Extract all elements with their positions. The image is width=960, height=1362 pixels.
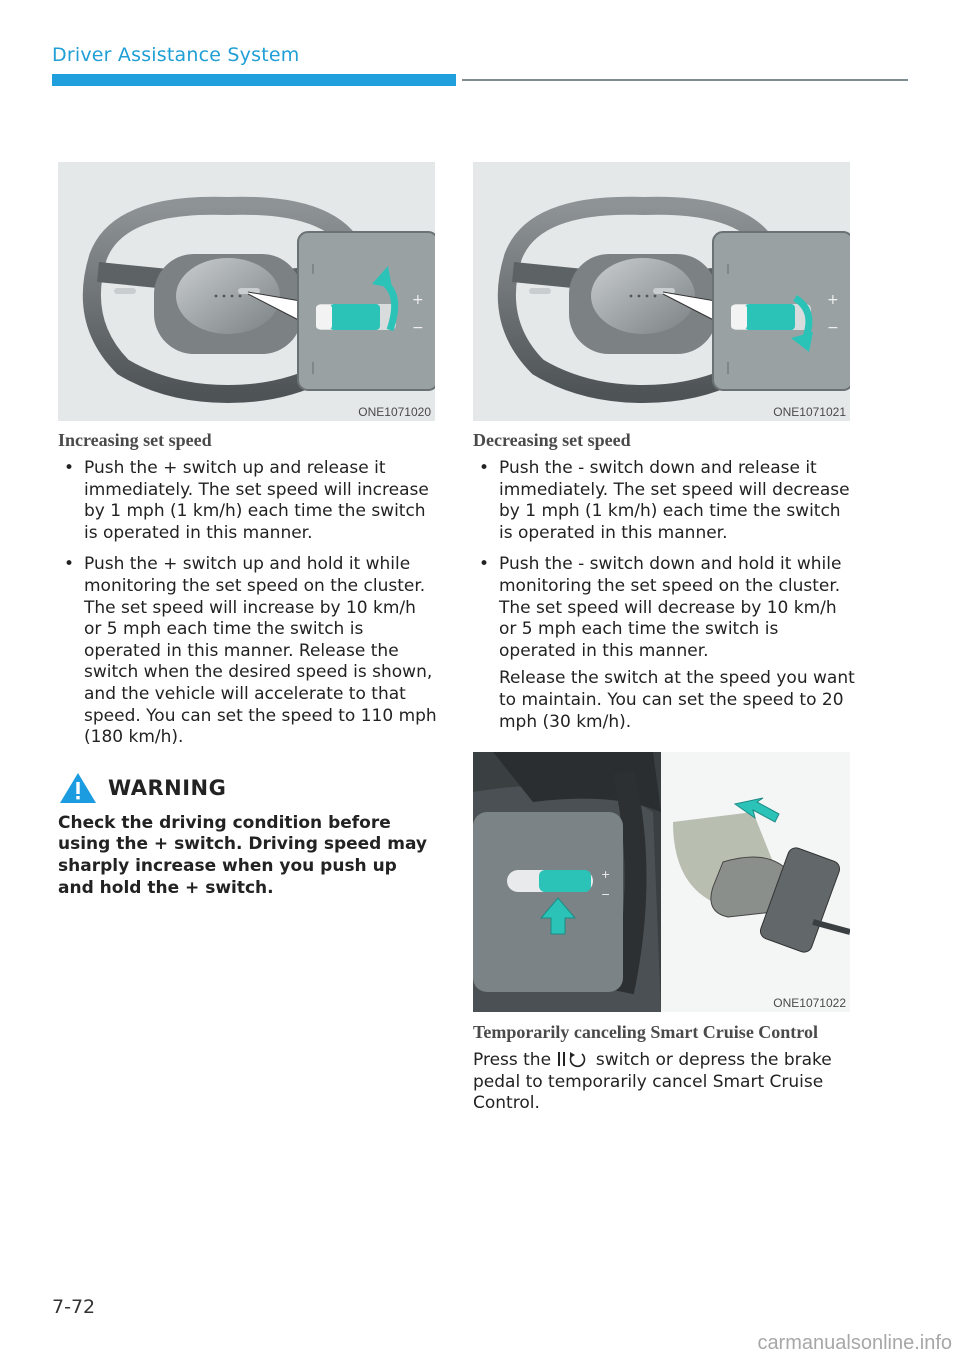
figure-increase-speed <box>58 162 435 421</box>
decrease-section <box>473 430 858 733</box>
decrease-bullets <box>473 458 858 662</box>
cancel-text-after: switch or depress the brake pedal to temporarily cancel Smart Cruise Control. <box>473 1050 832 1114</box>
section-title: Driver Assistance System <box>52 44 300 66</box>
increase-bullet-2: • Push the + switch up and hold it while monitoring the set speed on the cluster. The set speed will increase by 10 km/h or 5 mph each time the switch is operated in this manner. Release the switch when the desired speed is shown, and the vehicle will accelerate to that speed. You can set the speed to 110 mph (180 km/h). <box>58 554 438 748</box>
cancel-text <box>473 1050 858 1115</box>
figure-decrease-speed <box>473 162 850 421</box>
watermark: carmanualsonline.info <box>757 1332 952 1354</box>
svg-text:+: + <box>601 868 611 881</box>
cancel-section <box>473 1022 858 1115</box>
warning-text: Check the driving condition before using the + switch. Driving speed may sharply increase when you push up and hold the + switch. <box>58 812 428 898</box>
warning-title: WARNING <box>108 775 227 800</box>
cancel-text-before: Press the <box>473 1050 557 1070</box>
svg-text:+: + <box>827 292 839 308</box>
svg-text:−: − <box>412 320 424 336</box>
figure-code: ONE1071022 <box>773 996 846 1010</box>
cruise-cancel-switch-icon <box>556 1050 590 1068</box>
header-rule <box>462 79 908 81</box>
decrease-bullet-1: • Push the - switch down and release it immediately. The set speed will decrease by 1 mph (1 km/h) each time the switch is operated in this manner. <box>473 458 858 544</box>
increase-bullets <box>58 458 438 749</box>
page-number: 7-72 <box>52 1296 96 1318</box>
svg-text:−: − <box>601 888 611 901</box>
increase-heading: Increasing set speed <box>58 430 212 450</box>
decrease-heading: Decreasing set speed <box>473 430 631 450</box>
figure-code: ONE1071021 <box>773 405 846 419</box>
decrease-bullet-2: • Push the - switch down and hold it while monitoring the set speed on the cluster. The set speed will decrease by 10 km/h or 5 mph each time the switch is operated in this manner. <box>473 554 858 662</box>
decrease-note: Release the switch at the speed you want to maintain. You can set the speed to 20 mph (30 km/h). <box>499 668 855 732</box>
increase-section <box>58 430 438 899</box>
svg-text:−: − <box>827 320 839 336</box>
cancel-heading: Temporarily canceling Smart Cruise Control <box>473 1022 818 1042</box>
header-rule-accent <box>52 74 456 86</box>
warning-box <box>58 771 438 899</box>
warning-triangle-icon <box>58 771 98 805</box>
figure-cancel-cruise <box>473 752 850 1012</box>
svg-text:+: + <box>412 292 424 308</box>
increase-bullet-1: • Push the + switch up and release it immediately. The set speed will increase by 1 mph (1 km/h) each time the switch is operated in this manner. <box>58 458 438 544</box>
figure-code: ONE1071020 <box>358 405 431 419</box>
